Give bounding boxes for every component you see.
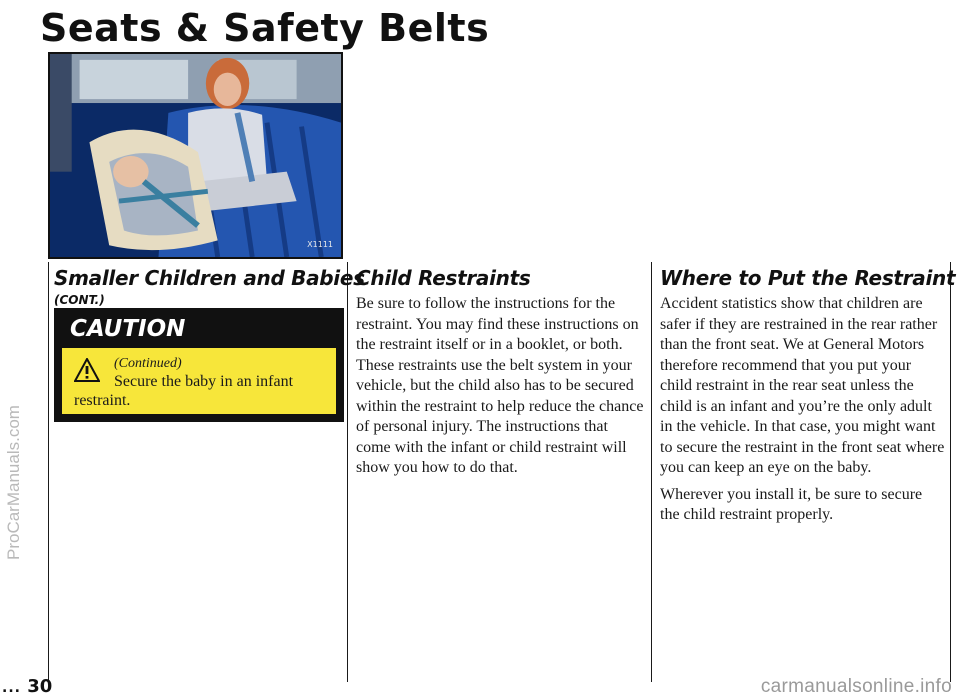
column-divider [651,262,652,682]
page-number [2,676,52,697]
paragraph: Be sure to follow the instructions for the restraint. You may find these instructions on the restraint itself or in a booklet, or both. These restraints use the belt system in your vehicle, but the child also has to be secured within the restraint to help reduce the chance of personal injury. The instructions that come with the infant or child restraint will show you how to do that. [356,295,644,476]
column-divider [950,262,951,682]
page-title: Seats & Safety Belts [40,6,490,50]
column-divider [347,262,348,682]
page-number-dots: ... [2,680,21,696]
paragraph: Accident statistics show that children are safer if they are restrained in the rear rather than the front seat. We at General Motors therefore recommend that you put your child restraint in the rear seat unless the child is an infant and you’re the only adult in the vehicle. In that case, you might want to secure the restraint in the front seat where you can keep an eye on the baby. [660,295,945,476]
child-seat-illustration [50,54,341,257]
child-restraints-text [356,294,646,479]
section-heading-smaller-children: Smaller Children and Babies [54,266,365,290]
caution-continued: (Continued) [114,356,182,371]
where-to-put-text [660,294,945,526]
continued-label: (CONT.) [54,293,105,307]
paragraph: Wherever you install it, be sure to secure the child restraint properly. [660,485,923,523]
warning-triangle-icon [74,358,100,382]
side-watermark: ProCarManuals.com [4,405,23,560]
caution-text: Secure the baby in an infant restraint. [74,373,294,409]
bottom-watermark: carmanualsonline.info [760,676,952,697]
illustration-photo [48,52,343,259]
caution-box [54,308,344,422]
caution-title: CAUTION [70,316,186,342]
illustration-code: X1111 [307,240,333,249]
page-number-value: 30 [27,676,53,697]
caution-body [62,348,336,414]
column-divider [48,262,49,682]
section-heading-child-restraints: Child Restraints [356,266,531,290]
section-heading-where-to-put: Where to Put the Restraint [660,266,956,290]
